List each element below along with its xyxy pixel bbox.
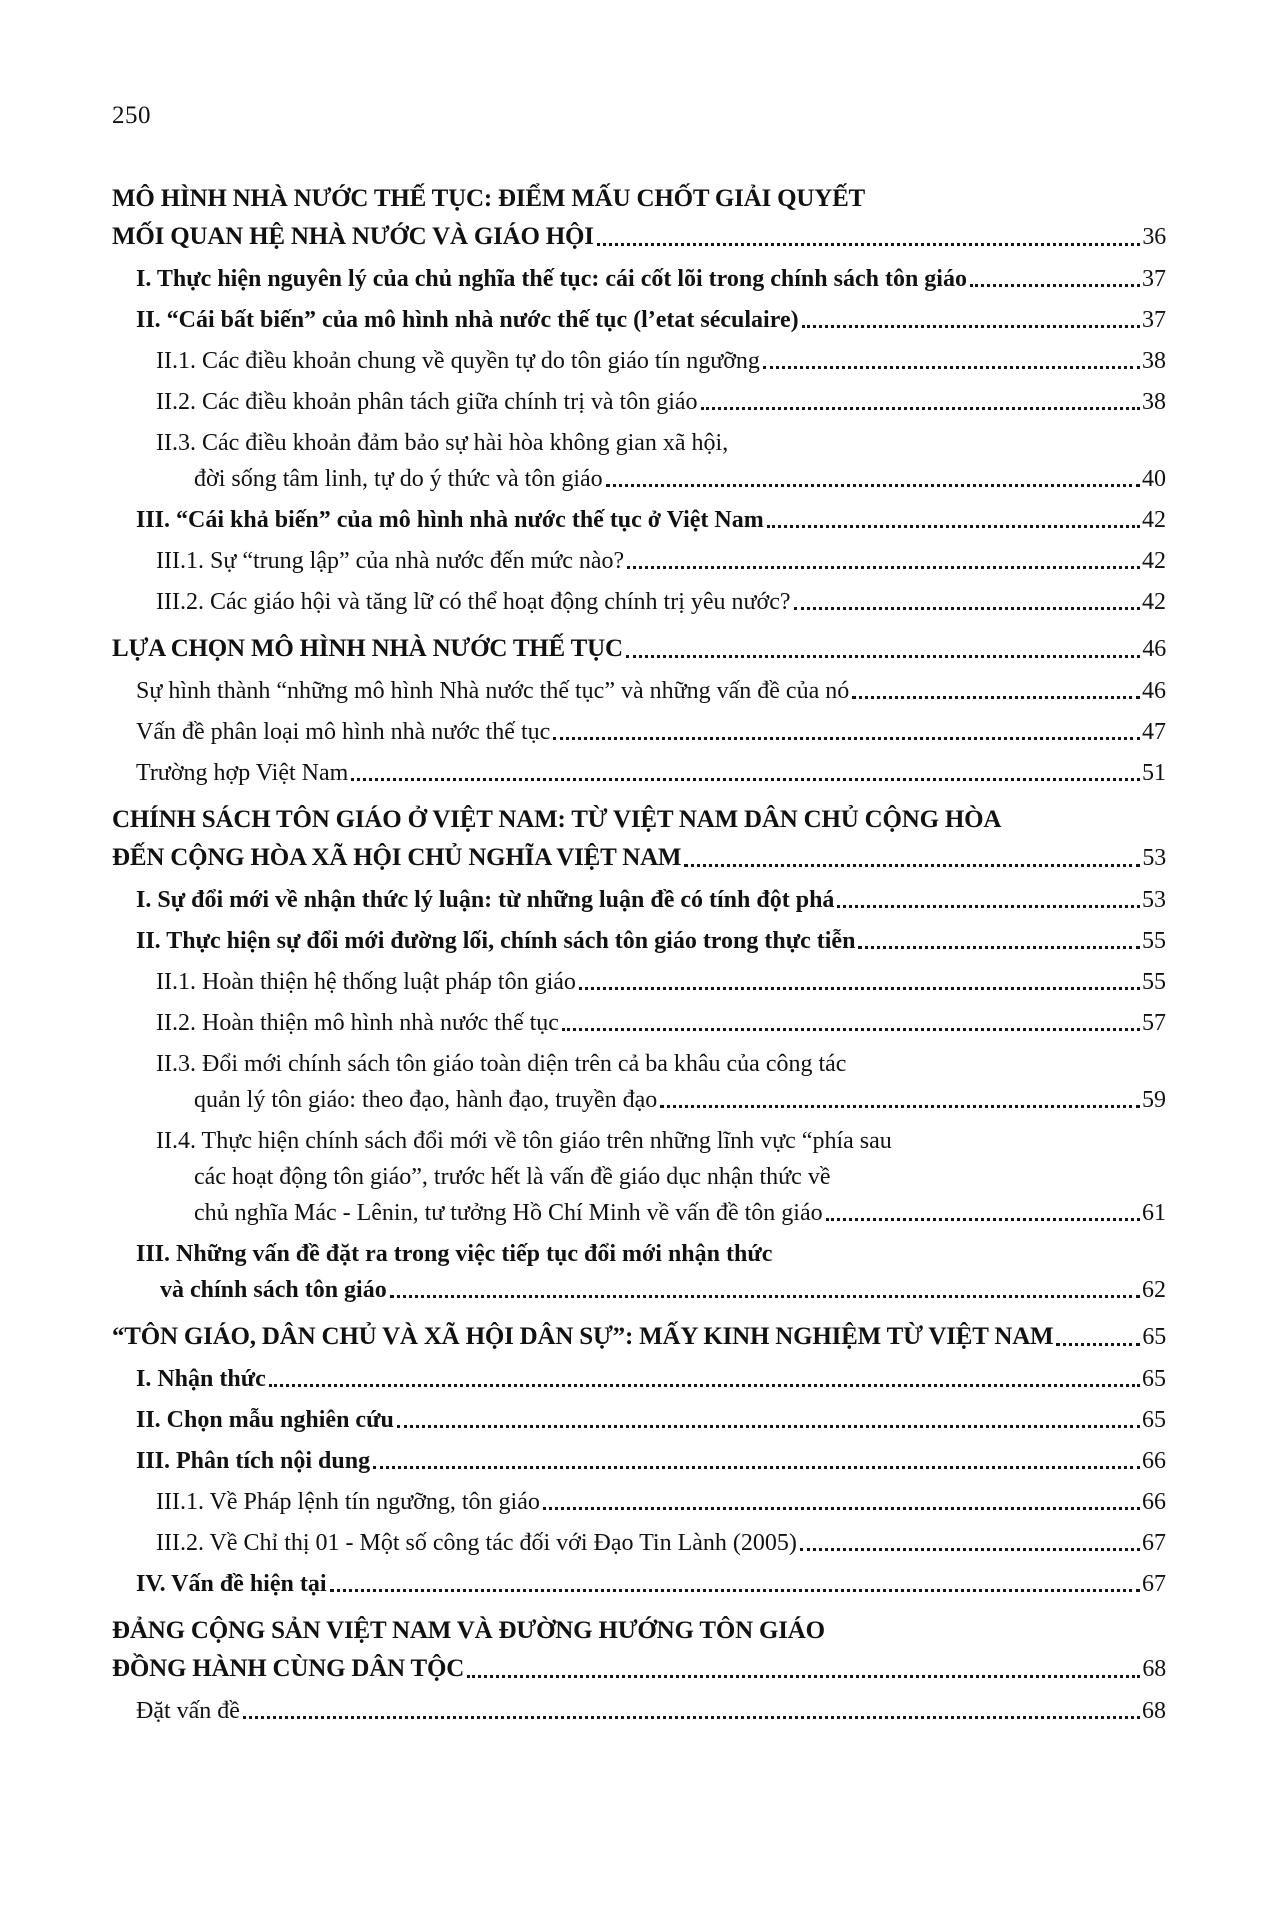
toc-entry-line [112, 218, 1166, 256]
toc-entry-line [112, 261, 1166, 297]
toc-page-ref: 68 [1142, 1656, 1166, 1682]
toc-entry-line [112, 1123, 1166, 1159]
dot-leader [562, 1028, 1140, 1031]
toc-entry-title-continued: đời sống tâm linh, tự do ý thức và tôn giáo [194, 466, 603, 492]
toc-page-ref: 42 [1142, 507, 1166, 533]
toc-entry [112, 755, 1166, 791]
toc-entry-line [112, 302, 1166, 338]
toc-entry-line [112, 1612, 1166, 1650]
toc-page-ref: 42 [1142, 589, 1166, 615]
toc-page-ref: 36 [1142, 224, 1166, 250]
toc-page-ref: 65 [1142, 1407, 1166, 1433]
toc-entry-line [112, 384, 1166, 420]
toc-entry-title: Đặt vấn đề [136, 1698, 240, 1724]
dot-leader [269, 1384, 1140, 1387]
toc-page-ref: 46 [1142, 636, 1166, 662]
toc-entry [112, 1318, 1166, 1356]
dot-leader [330, 1589, 1141, 1592]
toc-page-ref: 46 [1142, 678, 1166, 704]
dot-leader [684, 864, 1140, 867]
toc-entry-line [112, 755, 1166, 791]
toc-entry [112, 1123, 1166, 1231]
toc-entry-line [112, 343, 1166, 379]
toc-page-ref: 67 [1142, 1571, 1166, 1597]
toc-page-ref: 38 [1142, 348, 1166, 374]
toc-entry-title: III. “Cái khả biến” của mô hình nhà nước thế tục ở Việt Nam [136, 507, 764, 533]
toc-entry-line [112, 543, 1166, 579]
toc-entry-title: II.3. Đổi mới chính sách tôn giáo toàn diện trên cả ba khâu của công tác [156, 1051, 847, 1077]
toc-entry-line [112, 1361, 1166, 1397]
toc-page-ref: 37 [1142, 266, 1166, 292]
toc-page-ref: 55 [1142, 928, 1166, 954]
dot-leader [243, 1716, 1140, 1719]
toc-entry-line [112, 425, 1166, 461]
toc-entry [112, 1484, 1166, 1520]
toc-entry-title: Vấn đề phân loại mô hình nhà nước thế tục [136, 719, 551, 745]
dot-leader [1056, 1343, 1140, 1346]
toc-entry [112, 425, 1166, 497]
toc-entry [112, 964, 1166, 1000]
toc-entry-title: I. Sự đổi mới về nhận thức lý luận: từ những luận đề có tính đột phá [136, 887, 835, 913]
toc-entry-title: III. Phân tích nội dung [136, 1448, 371, 1474]
toc-entry-title: LỰA CHỌN MÔ HÌNH NHÀ NƯỚC THẾ TỤC [112, 635, 623, 662]
dot-leader [970, 284, 1140, 287]
dot-leader [763, 366, 1140, 369]
toc-entry-title: III.1. Về Pháp lệnh tín ngưỡng, tôn giáo [156, 1489, 540, 1515]
toc-page-ref: 51 [1142, 760, 1166, 786]
toc-entry-line [112, 673, 1166, 709]
toc-entry-title: II.2. Các điều khoản phân tách giữa chính trị và tôn giáo [156, 389, 698, 415]
toc-page-ref: 47 [1142, 719, 1166, 745]
toc-entry-title: MÔ HÌNH NHÀ NƯỚC THẾ TỤC: ĐIỂM MẤU CHỐT GIẢI QUYẾT [112, 185, 866, 212]
toc-page-ref: 67 [1142, 1530, 1166, 1556]
dot-leader [701, 407, 1140, 410]
dot-leader [627, 566, 1140, 569]
toc-entry [112, 801, 1166, 877]
toc-page-ref: 66 [1142, 1448, 1166, 1474]
toc-entry-line [112, 964, 1166, 1000]
toc-page-ref: 38 [1142, 389, 1166, 415]
toc-entry-line [112, 1443, 1166, 1479]
toc-page-ref: 57 [1142, 1010, 1166, 1036]
toc-entry [112, 1402, 1166, 1438]
toc-entry-title-continued: các hoạt động tôn giáo”, trước hết là vấn đề giáo dục nhận thức về [194, 1164, 831, 1190]
dot-leader [579, 987, 1140, 990]
toc-entry-line [112, 502, 1166, 538]
toc-entry-line [112, 1195, 1166, 1231]
toc-entry-title: III.2. Các giáo hội và tăng lữ có thể hoạt động chính trị yêu nước? [156, 589, 791, 615]
toc-entry [112, 630, 1166, 668]
toc-entry [112, 1612, 1166, 1688]
dot-leader [543, 1507, 1140, 1510]
toc-page-ref: 62 [1142, 1277, 1166, 1303]
dot-leader [390, 1295, 1140, 1298]
toc-page-ref: 55 [1142, 969, 1166, 995]
toc-entry-line [112, 1082, 1166, 1118]
dot-leader [606, 484, 1140, 487]
dot-leader [794, 607, 1140, 610]
toc-entry-title-continued: MỐI QUAN HỆ NHÀ NƯỚC VÀ GIÁO HỘI [112, 223, 594, 250]
toc-entry [112, 502, 1166, 538]
toc-entry-title-continued: ĐẾN CỘNG HÒA XÃ HỘI CHỦ NGHĨA VIỆT NAM [112, 844, 682, 871]
toc-entry-title: CHÍNH SÁCH TÔN GIÁO Ở VIỆT NAM: TỪ VIỆT NAM DÂN CHỦ CỘNG HÒA [112, 806, 1002, 833]
toc-entry-title-continued: chủ nghĩa Mác - Lênin, tư tưởng Hồ Chí Minh về vấn đề tôn giáo [194, 1200, 823, 1226]
toc-entry [112, 1693, 1166, 1729]
toc-entry-line [112, 882, 1166, 918]
toc-entry-title: III.2. Về Chỉ thị 01 - Một số công tác đối với Đạo Tin Lành (2005) [156, 1530, 797, 1556]
dot-leader [351, 778, 1140, 781]
toc-entry-title-continued: ĐỒNG HÀNH CÙNG DÂN TỘC [112, 1655, 465, 1682]
toc-entry [112, 1566, 1166, 1602]
table-of-contents [112, 180, 1166, 1729]
dot-leader [800, 1548, 1140, 1551]
toc-entry-title: II. Thực hiện sự đổi mới đường lối, chính sách tôn giáo trong thực tiễn [136, 928, 856, 954]
toc-page-ref: 59 [1142, 1087, 1166, 1113]
toc-entry [112, 1361, 1166, 1397]
dot-leader [397, 1425, 1140, 1428]
toc-entry-title: “TÔN GIÁO, DÂN CHỦ VÀ XÃ HỘI DÂN SỰ”: MẤY KINH NGHIỆM TỪ VIỆT NAM [112, 1323, 1054, 1350]
toc-entry [112, 1046, 1166, 1118]
toc-entry-line [112, 839, 1166, 877]
toc-entry-title: II.2. Hoàn thiện mô hình nhà nước thế tục [156, 1010, 559, 1036]
toc-entry-line [112, 584, 1166, 620]
toc-entry [112, 1443, 1166, 1479]
toc-entry-line [112, 923, 1166, 959]
toc-entry-title: II.3. Các điều khoản đảm bảo sự hài hòa không gian xã hội, [156, 430, 729, 456]
dot-leader [553, 737, 1140, 740]
dot-leader [802, 325, 1140, 328]
toc-entry-title: IV. Vấn đề hiện tại [136, 1571, 327, 1597]
toc-entry [112, 673, 1166, 709]
toc-entry [112, 923, 1166, 959]
dot-leader [597, 243, 1141, 246]
toc-entry-title: I. Nhận thức [136, 1366, 266, 1392]
toc-entry-title: Sự hình thành “những mô hình Nhà nước thế tục” và những vấn đề của nó [136, 678, 850, 704]
toc-page-ref: 42 [1142, 548, 1166, 574]
toc-entry [112, 1005, 1166, 1041]
toc-entry-line [112, 461, 1166, 497]
dot-leader [858, 946, 1140, 949]
toc-entry-title: II. “Cái bất biến” của mô hình nhà nước thế tục (l’etat séculaire) [136, 307, 799, 333]
toc-entry-line [112, 1005, 1166, 1041]
toc-entry-line [112, 180, 1166, 218]
toc-entry [112, 384, 1166, 420]
dot-leader [767, 525, 1140, 528]
toc-entry-title: Trường hợp Việt Nam [136, 760, 349, 786]
toc-page-ref: 61 [1142, 1200, 1166, 1226]
toc-entry-line [112, 714, 1166, 750]
toc-entry-line [112, 1566, 1166, 1602]
toc-entry [112, 1525, 1166, 1561]
toc-entry [112, 180, 1166, 256]
toc-entry-line [112, 630, 1166, 668]
toc-page-ref: 65 [1142, 1324, 1166, 1350]
toc-entry-title: II.1. Hoàn thiện hệ thống luật pháp tôn giáo [156, 969, 576, 995]
toc-entry-title-continued: và chính sách tôn giáo [160, 1277, 387, 1303]
toc-entry-line [112, 1484, 1166, 1520]
dot-leader [826, 1218, 1140, 1221]
dot-leader [837, 905, 1140, 908]
toc-entry-title-continued: quản lý tôn giáo: theo đạo, hành đạo, truyền đạo [194, 1087, 658, 1113]
toc-entry [112, 343, 1166, 379]
toc-entry-line [112, 1525, 1166, 1561]
toc-entry-title: II. Chọn mẫu nghiên cứu [136, 1407, 394, 1433]
toc-page-ref: 66 [1142, 1489, 1166, 1515]
dot-leader [852, 696, 1140, 699]
toc-entry-title: ĐẢNG CỘNG SẢN VIỆT NAM VÀ ĐƯỜNG HƯỚNG TÔN GIÁO [112, 1617, 825, 1644]
toc-entry-title: II.1. Các điều khoản chung về quyền tự do tôn giáo tín ngưỡng [156, 348, 760, 374]
toc-entry [112, 882, 1166, 918]
toc-entry [112, 1236, 1166, 1308]
toc-page-ref: 40 [1142, 466, 1166, 492]
toc-page-ref: 65 [1142, 1366, 1166, 1392]
toc-page-ref: 68 [1142, 1698, 1166, 1724]
toc-page-ref: 53 [1142, 845, 1166, 871]
toc-entry-line [112, 1402, 1166, 1438]
toc-entry-line [112, 1236, 1166, 1272]
toc-entry-title: III. Những vấn đề đặt ra trong việc tiếp tục đổi mới nhận thức [136, 1241, 773, 1267]
toc-entry-title: I. Thực hiện nguyên lý của chủ nghĩa thế tục: cái cốt lõi trong chính sách tôn giáo [136, 266, 967, 292]
toc-entry-line [112, 1046, 1166, 1082]
dot-leader [626, 655, 1141, 658]
toc-entry [112, 584, 1166, 620]
toc-entry-line [112, 1650, 1166, 1688]
toc-entry-line [112, 1159, 1166, 1195]
toc-page-ref: 37 [1142, 307, 1166, 333]
dot-leader [660, 1105, 1140, 1108]
toc-entry [112, 302, 1166, 338]
toc-entry-line [112, 801, 1166, 839]
toc-entry-line [112, 1318, 1166, 1356]
toc-entry-line [112, 1272, 1166, 1308]
toc-entry [112, 714, 1166, 750]
toc-entry [112, 261, 1166, 297]
toc-entry-line [112, 1693, 1166, 1729]
toc-entry [112, 543, 1166, 579]
page-number: 250 [112, 102, 151, 129]
toc-entry-title: III.1. Sự “trung lập” của nhà nước đến mức nào? [156, 548, 625, 574]
toc-page-ref: 53 [1142, 887, 1166, 913]
dot-leader [467, 1675, 1140, 1678]
toc-entry-title: II.4. Thực hiện chính sách đổi mới về tôn giáo trên những lĩnh vực “phía sau [156, 1128, 892, 1154]
dot-leader [373, 1466, 1140, 1469]
